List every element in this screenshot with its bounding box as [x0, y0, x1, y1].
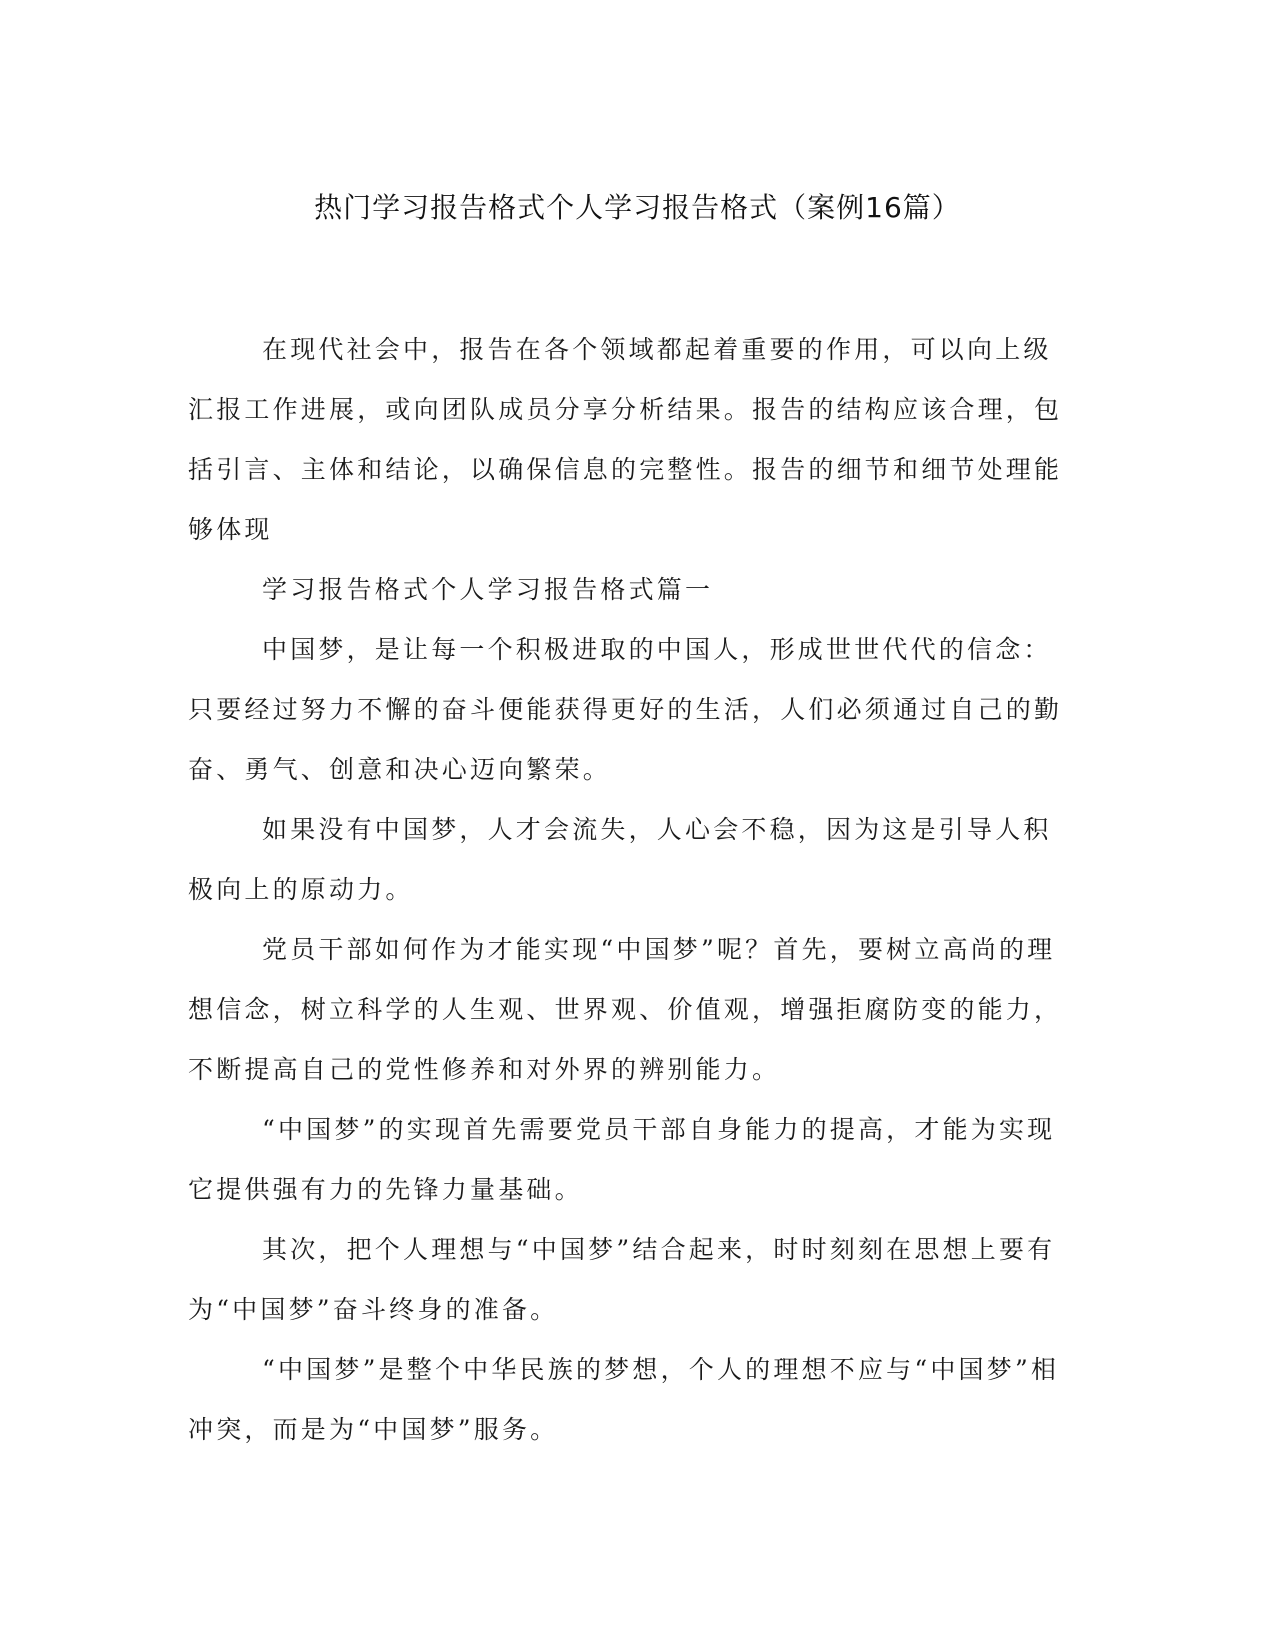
- intro-paragraph: 在现代社会中，报告在各个领域都起着重要的作用，可以向上级汇报工作进展，或向团队成员分享分析结果。报告的结构应该合理，包括引言、主体和结论，以确保信息的完整性。报告的细节和细节处理能够体现: [188, 335, 1063, 544]
- body-paragraph: “中国梦”的实现首先需要党员干部自身能力的提高，才能为实现它提供强有力的先锋力量基础。: [188, 1115, 1056, 1204]
- document-title: 热门学习报告格式个人学习报告格式（案例16篇）: [314, 191, 961, 224]
- body-paragraph: 党员干部如何作为才能实现“中国梦”呢？首先，要树立高尚的理想信念，树立科学的人生观、世界观、价值观，增强拒腐防变的能力，不断提高自己的党性修养和对外界的辨别能力。: [188, 935, 1063, 1084]
- body-paragraph: 如果没有中国梦，人才会流失，人心会不稳，因为这是引导人积极向上的原动力。: [188, 815, 1052, 904]
- body-paragraph: 中国梦，是让每一个积极进取的中国人，形成世世代代的信念：只要经过努力不懈的奋斗便能获得更好的生活，人们必须通过自己的勤奋、勇气、创意和决心迈向繁荣。: [188, 635, 1063, 784]
- document-body: [188, 320, 1068, 1460]
- body-paragraph: 其次，把个人理想与“中国梦”结合起来，时时刻刻在思想上要有为“中国梦”奋斗终身的准备。: [188, 1235, 1056, 1324]
- section-heading: 学习报告格式个人学习报告格式篇一: [262, 575, 714, 604]
- body-paragraph: “中国梦”是整个中华民族的梦想，个人的理想不应与“中国梦”相冲突，而是为“中国梦”服务。: [188, 1355, 1060, 1444]
